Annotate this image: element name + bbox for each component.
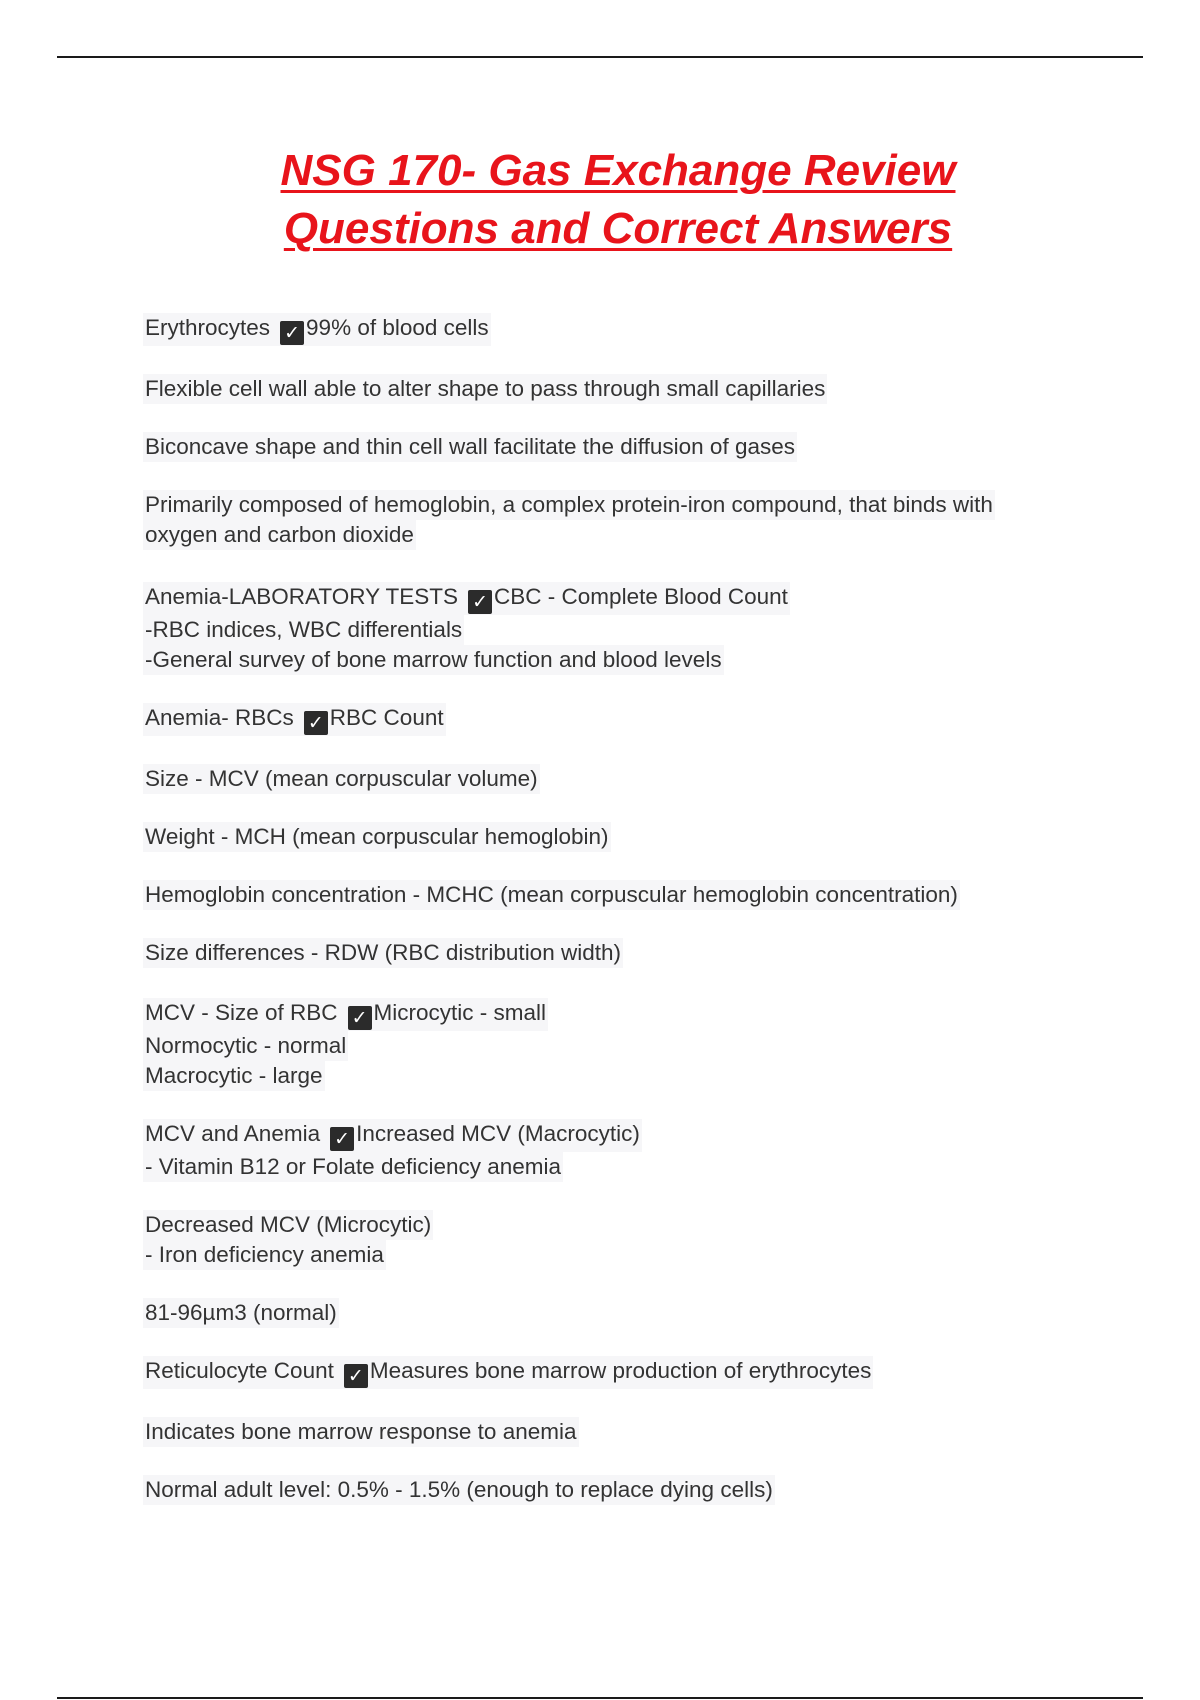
qa-entry xyxy=(145,1475,1065,1505)
answer-line: - Vitamin B12 or Folate deficiency anemia xyxy=(143,1152,563,1182)
answer-line: Flexible cell wall able to alter shape to pass through small capillaries xyxy=(143,374,827,404)
qa-entry xyxy=(145,313,1065,346)
qa-entry xyxy=(145,822,1065,852)
top-rule xyxy=(57,56,1143,58)
qa-entry xyxy=(145,764,1065,794)
answer-line: Size differences - RDW (RBC distribution width) xyxy=(143,938,623,968)
checkmark-icon: ✓ xyxy=(330,1127,354,1151)
answer-line: Indicates bone marrow response to anemia xyxy=(143,1417,579,1447)
qa-entry xyxy=(145,938,1065,968)
qa-entry xyxy=(145,1356,1065,1389)
qa-entry xyxy=(145,432,1065,462)
question-term: MCV - Size of RBC xyxy=(145,1000,338,1025)
answer-line: Weight - MCH (mean corpuscular hemoglobin) xyxy=(143,822,611,852)
title-line-1: NSG 170- Gas Exchange Review xyxy=(280,146,956,195)
qa-entry xyxy=(145,1210,1065,1270)
qa-entry xyxy=(145,703,1065,736)
qa-entry xyxy=(145,582,1065,675)
question-term: Anemia-LABORATORY TESTS xyxy=(145,584,459,609)
answer-line: Biconcave shape and thin cell wall facilitate the diffusion of gases xyxy=(143,432,797,462)
checkmark-icon: ✓ xyxy=(280,321,304,345)
answer-text: Increased MCV (Macrocytic) xyxy=(356,1121,640,1146)
qa-entry xyxy=(145,1298,1065,1328)
qa-question-line xyxy=(143,313,491,346)
qa-question-line xyxy=(143,1356,873,1389)
answer-line: 81-96µm3 (normal) xyxy=(143,1298,339,1328)
answer-text: Microcytic - small xyxy=(373,1000,547,1025)
qa-question-line xyxy=(143,998,548,1031)
answer-line: Decreased MCV (Microcytic) xyxy=(143,1210,433,1240)
checkmark-icon: ✓ xyxy=(468,590,492,614)
answer-text: 99% of blood cells xyxy=(306,315,489,340)
qa-question-line xyxy=(143,582,790,615)
qa-question-line xyxy=(143,703,446,736)
answer-text: RBC Count xyxy=(329,705,444,730)
answer-line: Macrocytic - large xyxy=(143,1061,325,1091)
checkmark-icon: ✓ xyxy=(348,1006,372,1030)
bottom-rule xyxy=(57,1697,1143,1699)
qa-list xyxy=(145,313,1065,1533)
answer-line: Primarily composed of hemoglobin, a complex protein-iron compound, that binds with xyxy=(143,490,995,520)
question-term: Erythrocytes xyxy=(145,315,271,340)
title-line-2: Questions and Correct Answers xyxy=(283,204,953,253)
qa-entry xyxy=(145,374,1065,404)
qa-entry xyxy=(145,490,1065,550)
document-title xyxy=(0,142,1200,258)
checkmark-icon: ✓ xyxy=(344,1364,368,1388)
question-term: Anemia- RBCs xyxy=(145,705,294,730)
answer-line: Size - MCV (mean corpuscular volume) xyxy=(143,764,540,794)
answer-line: Normocytic - normal xyxy=(143,1031,348,1061)
answer-text: Measures bone marrow production of erythrocytes xyxy=(369,1358,872,1383)
question-term: Reticulocyte Count xyxy=(145,1358,334,1383)
answer-line: -RBC indices, WBC differentials xyxy=(143,615,464,645)
answer-line: oxygen and carbon dioxide xyxy=(143,520,416,550)
answer-text: CBC - Complete Blood Count xyxy=(494,584,788,609)
checkmark-icon: ✓ xyxy=(304,711,328,735)
answer-line: - Iron deficiency anemia xyxy=(143,1240,386,1270)
qa-entry xyxy=(145,1417,1065,1447)
qa-entry xyxy=(145,1119,1065,1182)
question-term: MCV and Anemia xyxy=(145,1121,321,1146)
qa-entry xyxy=(145,998,1065,1091)
qa-question-line xyxy=(143,1119,642,1152)
answer-line: Hemoglobin concentration - MCHC (mean corpuscular hemoglobin concentration) xyxy=(143,880,960,910)
answer-line: Normal adult level: 0.5% - 1.5% (enough to replace dying cells) xyxy=(143,1475,775,1505)
qa-entry xyxy=(145,880,1065,910)
answer-line: -General survey of bone marrow function and blood levels xyxy=(143,645,724,675)
